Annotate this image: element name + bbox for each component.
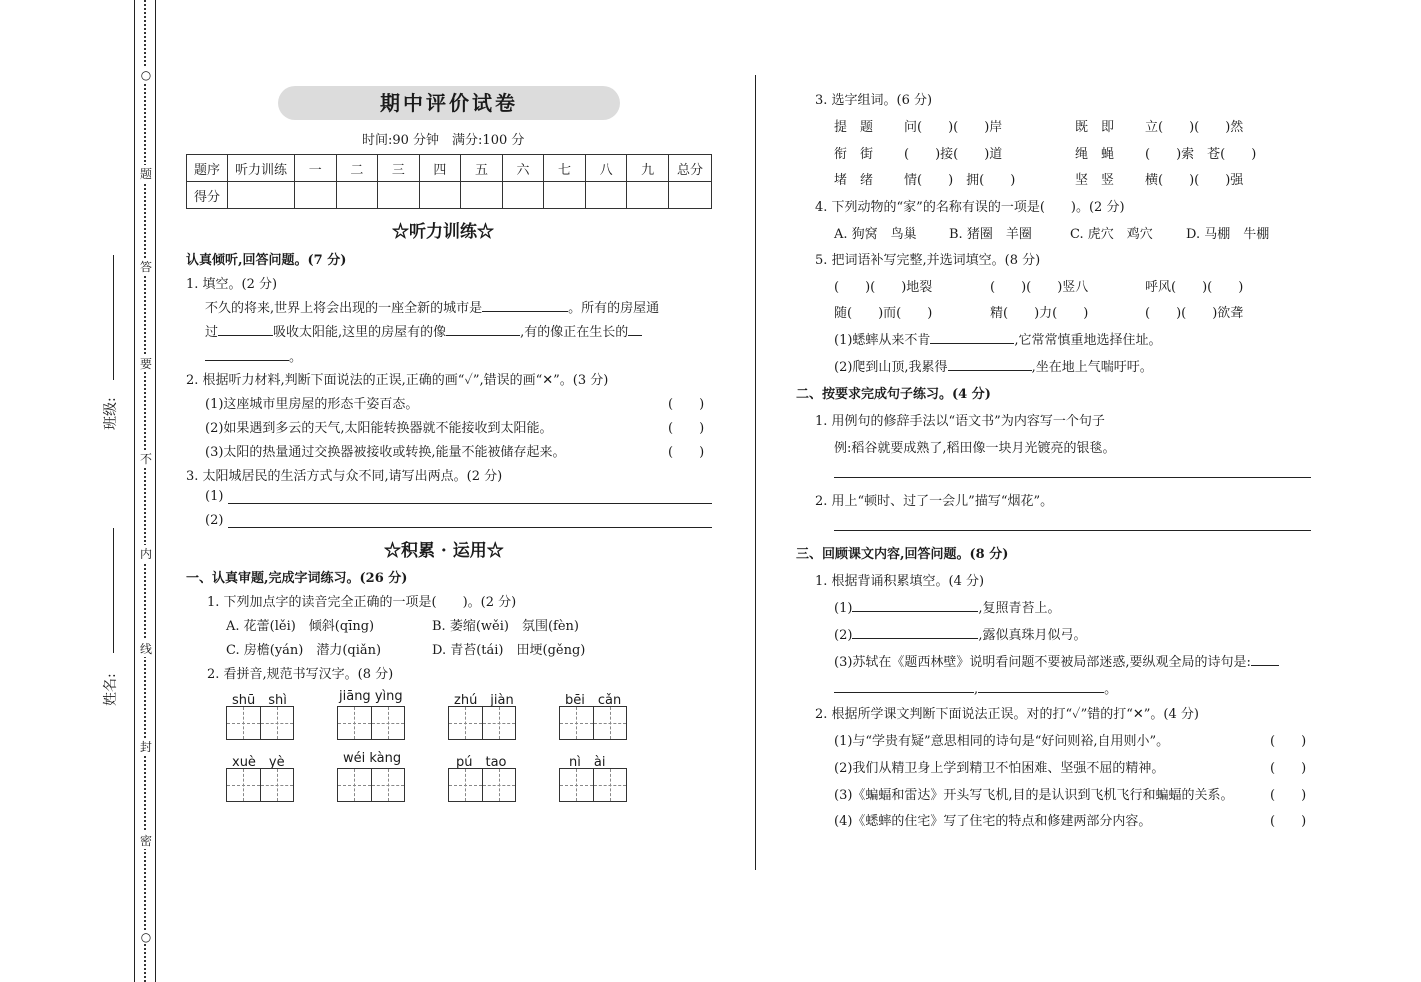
score-input[interactable] xyxy=(627,182,669,209)
part1-title: 一、认真审题,完成字词练习。(26 分) xyxy=(186,571,408,586)
acc-q1-option-b: B. 萎缩(wěi) 氛围(fèn) xyxy=(432,619,579,634)
grid-cell[interactable] xyxy=(227,707,261,739)
text: ,坐在地上气喘吁吁。 xyxy=(1031,360,1153,375)
answer-line[interactable] xyxy=(228,527,712,528)
score-input[interactable] xyxy=(461,182,503,209)
q5-idiom[interactable]: 精( )力( ) xyxy=(990,306,1089,321)
pinyin-label: jiāng yìng xyxy=(339,689,403,704)
listening-q3-title: 3. 太阳城居民的生活方式与众不同,请写出两点。(2 分) xyxy=(186,469,503,484)
text: ,有的像正在生长的 xyxy=(520,325,629,340)
time-info: 时间:90 分钟 满分:100 分 xyxy=(362,133,525,148)
score-cell: 四 xyxy=(419,155,461,182)
score-cell: 六 xyxy=(502,155,544,182)
fill-blank[interactable] xyxy=(852,599,978,612)
grid-cell[interactable] xyxy=(449,707,483,739)
right-q4-title: 4. 下列动物的“家”的名称有误的一项是( )。(2 分) xyxy=(815,200,1125,215)
score-cell: 听力训练 xyxy=(228,155,295,182)
q5-idiom[interactable]: ( )( )竖八 xyxy=(990,280,1089,295)
answer-paren[interactable]: ( ) xyxy=(668,421,705,436)
grid-cell[interactable] xyxy=(338,769,372,801)
grid-cell[interactable] xyxy=(338,707,372,739)
binding-char-yao: 要 xyxy=(139,357,152,371)
fill-blank[interactable] xyxy=(482,299,568,312)
writing-grid[interactable] xyxy=(448,768,516,802)
score-input[interactable] xyxy=(419,182,461,209)
listening-section-title: ☆听力训练☆ xyxy=(392,222,494,242)
acc-q1-option-d: D. 青苔(tái) 田埂(gěng) xyxy=(432,643,586,658)
text: 吸收太阳能,这里的房屋有的像 xyxy=(273,325,447,340)
answer-paren[interactable]: ( ) xyxy=(1270,761,1307,776)
score-cell: 八 xyxy=(585,155,627,182)
pinyin-label: xuè yè xyxy=(232,755,285,770)
grid-cell[interactable] xyxy=(372,707,405,739)
name-blank xyxy=(113,528,114,653)
score-input[interactable] xyxy=(544,182,586,209)
pinyin-label: nì ài xyxy=(569,755,606,770)
part3-q1: 1. 根据背诵积累填空。(4 分) xyxy=(815,574,985,589)
binding-char-bu: 不 xyxy=(139,452,152,466)
fill-blank[interactable] xyxy=(446,323,520,336)
grid-cell[interactable] xyxy=(560,769,594,801)
text: ,它常常慎重地选择住址。 xyxy=(1014,333,1162,348)
pinyin-label: pú tao xyxy=(456,755,507,770)
class-label: 班级: xyxy=(103,397,119,430)
score-table-header-row xyxy=(187,155,712,182)
q3-chars: 绳 蝇 xyxy=(1075,147,1115,162)
text: (2) xyxy=(834,628,853,643)
grid-cell[interactable] xyxy=(372,769,405,801)
fill-blank[interactable] xyxy=(628,323,642,336)
text: 。 xyxy=(1104,682,1118,697)
q3-fill[interactable]: ( )接( )道 xyxy=(904,147,1003,162)
score-table xyxy=(186,154,712,209)
text: (2)爬到山顶,我累得 xyxy=(834,360,948,375)
part2-q2: 2. 用上“顿时、过了一会儿”描写“烟花”。 xyxy=(815,494,1054,509)
listening-q2-item: (2)如果遇到多云的天气,太阳能转换器就不能接收到太阳能。 xyxy=(205,421,553,436)
listening-intro: 认真倾听,回答问题。(7 分) xyxy=(186,253,347,268)
fill-blank[interactable] xyxy=(930,331,1014,344)
answer-line[interactable] xyxy=(834,477,1311,478)
q5-idiom[interactable]: ( )( )欲聋 xyxy=(1145,306,1244,321)
part3-q1-item2 xyxy=(834,624,1087,643)
answer-paren[interactable]: ( ) xyxy=(1270,734,1307,749)
part2-example: 例:稻谷就要成熟了,稻田像一块月光镀亮的银毯。 xyxy=(834,441,1116,456)
text: 不久的将来,世界上将会出现的一座全新的城市是 xyxy=(205,301,483,316)
binding-line-left xyxy=(134,0,135,982)
binding-char-nei: 内 xyxy=(139,547,152,561)
answer-line[interactable] xyxy=(228,503,712,504)
acc-q1-option-c: C. 房檐(yán) 潜力(qiǎn) xyxy=(226,643,382,658)
listening-q1-line2 xyxy=(205,321,642,340)
part3-q2-item: (4)《蟋蟀的住宅》写了住宅的特点和修建两部分内容。 xyxy=(834,814,1152,829)
acc-q1-option-a: A. 花蕾(lěi) 倾斜(qīng) xyxy=(226,619,375,634)
answer-paren[interactable]: ( ) xyxy=(1270,788,1307,803)
grid-cell[interactable] xyxy=(594,707,627,739)
part3-q2: 2. 根据所学课文判断下面说法正误。对的打“✓”错的打“✕”。(4 分) xyxy=(815,707,1199,722)
fill-blank[interactable] xyxy=(948,358,1032,371)
q3-fill[interactable]: 问( )( )岸 xyxy=(904,120,1003,135)
text: (1) xyxy=(834,601,853,616)
grid-cell[interactable] xyxy=(594,769,627,801)
writing-grid[interactable] xyxy=(337,768,405,802)
score-input[interactable] xyxy=(228,182,295,209)
score-cell: 七 xyxy=(544,155,586,182)
binding-circle-top: ○ xyxy=(140,68,152,82)
grid-cell[interactable] xyxy=(483,707,516,739)
listening-q1-line1 xyxy=(205,297,659,316)
part3-q2-item: (2)我们从精卫身上学到精卫不怕困难、坚强不屈的精神。 xyxy=(834,761,1165,776)
listening-q2-item: (1)这座城市里房屋的形态千姿百态。 xyxy=(205,397,419,412)
q5-idiom[interactable]: 呼风( )( ) xyxy=(1145,280,1244,295)
acc-q1-title: 1. 下列加点字的读音完全正确的一项是( )。(2 分) xyxy=(207,595,517,610)
fill-blank[interactable] xyxy=(978,680,1104,693)
class-blank xyxy=(113,255,114,380)
part3-q2-item: (3)《蝙蝠和雷达》开头写飞机,目的是认识到飞机飞行和蝙蝠的关系。 xyxy=(834,788,1234,803)
score-input[interactable] xyxy=(502,182,544,209)
binding-char-ti: 题 xyxy=(139,167,152,181)
text: ,复照青苔上。 xyxy=(978,601,1061,616)
score-input[interactable] xyxy=(336,182,378,209)
grid-cell[interactable] xyxy=(560,707,594,739)
writing-grid[interactable] xyxy=(559,706,627,740)
q5-sentence-1 xyxy=(834,329,1162,348)
q3-chars: 提 题 xyxy=(834,120,874,135)
score-cell: 三 xyxy=(378,155,420,182)
score-cell: 二 xyxy=(336,155,378,182)
q3-chars: 坚 竖 xyxy=(1075,173,1115,188)
fill-blank[interactable] xyxy=(852,626,978,639)
score-cell: 五 xyxy=(461,155,503,182)
listening-q3-item-label: (1) xyxy=(205,489,224,504)
text: 过 xyxy=(205,325,219,340)
score-input[interactable] xyxy=(378,182,420,209)
fill-blank[interactable] xyxy=(218,323,273,336)
text: (3)苏轼在《题西林壁》说明看问题不要被局部迷惑,要纵观全局的诗句是: xyxy=(834,655,1251,670)
q3-fill[interactable]: 情( ) 拥( ) xyxy=(904,173,1016,188)
q5-sentence-2 xyxy=(834,356,1153,375)
binding-char-da: 答 xyxy=(139,260,152,274)
q3-fill[interactable]: ( )索 苍( ) xyxy=(1145,147,1257,162)
q5-idiom[interactable]: 随( )而( ) xyxy=(834,306,933,321)
writing-grid[interactable] xyxy=(559,768,627,802)
score-cell: 九 xyxy=(627,155,669,182)
fill-blank[interactable] xyxy=(205,348,289,361)
exam-title: 期中评价试卷 xyxy=(278,86,620,120)
part3-q1-item3 xyxy=(834,651,1279,670)
fill-blank[interactable] xyxy=(1251,653,1279,666)
q4-option[interactable]: B. 猪圈 羊圈 xyxy=(949,227,1032,242)
text: ,露似真珠月似弓。 xyxy=(978,628,1087,643)
score-cell: 一 xyxy=(295,155,337,182)
q4-option[interactable]: D. 马棚 牛棚 xyxy=(1186,227,1270,242)
score-input[interactable] xyxy=(295,182,337,209)
q3-chars: 既 即 xyxy=(1075,120,1115,135)
grid-cell[interactable] xyxy=(449,769,483,801)
q3-chars: 衔 街 xyxy=(834,147,874,162)
answer-paren[interactable]: ( ) xyxy=(668,445,705,460)
right-q3-title: 3. 选字组词。(6 分) xyxy=(815,93,933,108)
binding-circle-bottom: ○ xyxy=(140,930,152,944)
listening-q3-item-label: (2) xyxy=(205,513,224,528)
text: (1)蟋蟀从来不肯 xyxy=(834,333,931,348)
q3-chars: 堵 绪 xyxy=(834,173,874,188)
accumulation-section-title: ☆积累 · 运用☆ xyxy=(384,541,504,561)
grid-cell[interactable] xyxy=(261,707,294,739)
score-cell: 题序 xyxy=(187,155,228,182)
grid-cell[interactable] xyxy=(483,769,516,801)
q3-fill[interactable]: 立( )( )然 xyxy=(1145,120,1244,135)
binding-char-xian: 线 xyxy=(139,642,152,656)
part3-q2-item: (1)与“学贵有疑”意思相同的诗句是“好问则裕,自用则小”。 xyxy=(834,734,1170,749)
name-label: 姓名: xyxy=(103,673,119,706)
binding-char-mi: 密 xyxy=(139,834,152,848)
score-input[interactable] xyxy=(669,182,712,209)
pinyin-label: shū shì xyxy=(232,693,287,708)
part2-title: 二、按要求完成句子练习。(4 分) xyxy=(796,387,991,402)
score-input[interactable] xyxy=(585,182,627,209)
acc-q2-title: 2. 看拼音,规范书写汉字。(8 分) xyxy=(207,667,394,682)
text: 。 xyxy=(289,350,303,365)
score-row-label: 得分 xyxy=(187,182,228,209)
part3-title: 三、回顾课文内容,回答问题。(8 分) xyxy=(796,547,1009,562)
score-cell: 总分 xyxy=(669,155,712,182)
writing-grid[interactable] xyxy=(226,768,294,802)
q5-idiom[interactable]: ( )( )地裂 xyxy=(834,280,933,295)
answer-line[interactable] xyxy=(834,530,1311,531)
listening-q2-item: (3)太阳的热量通过交换器被接收或转换,能量不能被储存起来。 xyxy=(205,445,566,460)
fill-blank[interactable] xyxy=(834,680,974,693)
q4-option[interactable]: A. 狗窝 鸟巢 xyxy=(834,227,917,242)
q4-option[interactable]: C. 虎穴 鸡穴 xyxy=(1070,227,1153,242)
column-divider xyxy=(755,75,756,870)
writing-grid[interactable] xyxy=(337,706,405,740)
pinyin-label: bēi cǎn xyxy=(565,693,622,708)
text: 。所有的房屋通 xyxy=(568,301,660,316)
q3-fill[interactable]: 横( )( )强 xyxy=(1145,173,1244,188)
answer-paren[interactable]: ( ) xyxy=(1270,814,1307,829)
binding-line-right xyxy=(155,0,156,982)
writing-grid[interactable] xyxy=(226,706,294,740)
answer-paren[interactable]: ( ) xyxy=(668,397,705,412)
grid-cell[interactable] xyxy=(261,769,294,801)
binding-char-feng: 封 xyxy=(139,740,152,754)
part3-q1-item3-cont xyxy=(834,678,1117,697)
listening-q1-title: 1. 填空。(2 分) xyxy=(186,277,278,292)
pinyin-label: wéi kàng xyxy=(343,751,402,766)
right-q5-title: 5. 把词语补写完整,并选词填空。(8 分) xyxy=(815,253,1041,268)
pinyin-label: zhú jiàn xyxy=(454,693,514,708)
score-table-score-row xyxy=(187,182,712,209)
grid-cell[interactable] xyxy=(227,769,261,801)
part2-q1: 1. 用例句的修辞手法以“语文书”为内容写一个句子 xyxy=(815,414,1105,429)
writing-grid[interactable] xyxy=(448,706,516,740)
part3-q1-item1 xyxy=(834,597,1061,616)
listening-q1-line3 xyxy=(205,346,302,365)
listening-q2-title: 2. 根据听力材料,判断下面说法的正误,正确的画“✓”,错误的画“✕”。(3 分) xyxy=(186,373,609,388)
text: , xyxy=(974,682,979,697)
